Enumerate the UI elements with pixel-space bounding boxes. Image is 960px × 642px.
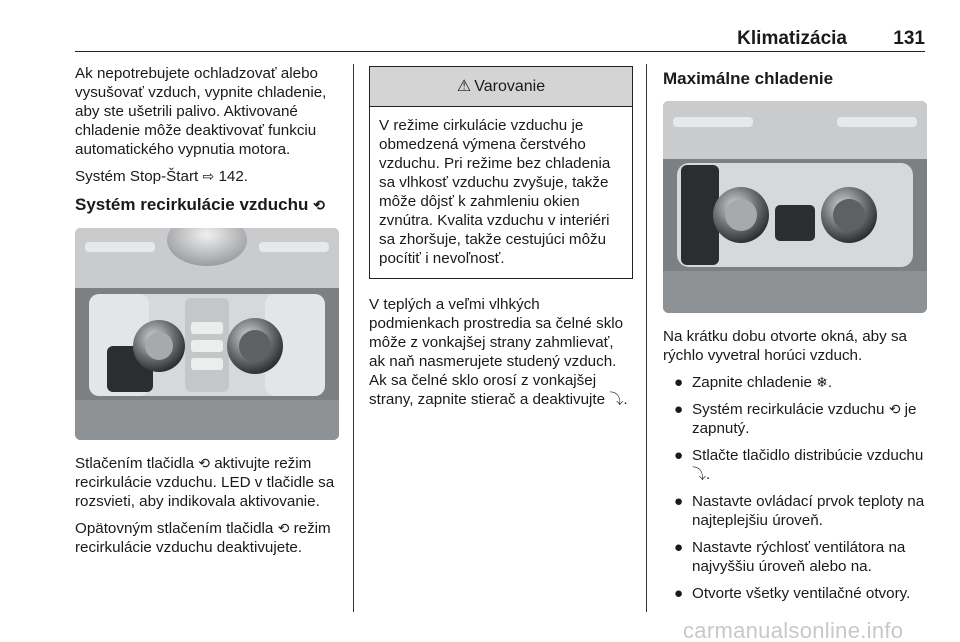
column-right (663, 64, 927, 611)
bullet: ● (674, 447, 684, 464)
page-title: Klimatizácia (737, 28, 847, 49)
windscreen-distribution-icon: ⤵ (692, 466, 706, 482)
recirculation-icon: ⟲ (198, 455, 210, 471)
bullet: ● (674, 401, 684, 418)
ac-snowflake-icon: ❄ (816, 374, 828, 390)
recirculation-icon: ⟲ (277, 520, 290, 536)
column-middle (369, 64, 633, 417)
page-number: 131 (893, 28, 925, 49)
watermark: carmanualsonline.info (683, 618, 904, 642)
warning-text: V režime cirkulácie vzduchu je obmedzená výmena čerstvého vzduchu. Pri režime bez chladenia sa vlhkosť vzduchu zvyšuje, takže môže dôjsť k zahmleniu okien zvnútra. Kvalita vzduchu v interiéri sa zhoršuje, takže cestujúci môžu pocítiť i nevoľnosť. (379, 117, 611, 267)
recirculation-icon: ⟲ (313, 197, 325, 213)
warning-box (369, 66, 633, 279)
column-divider (353, 64, 354, 612)
steps-list (663, 373, 927, 603)
climate-panel-photo-recirculation (75, 228, 339, 440)
list-item: ● Nastavte ovládací prvok teploty na najteplejšiu úroveň. (674, 493, 925, 529)
list-item: ● Systém recirkulácie vzduchu ⟲ je zapnutý. (674, 401, 917, 437)
bullet: ● (674, 374, 684, 391)
list-item: ● Zapnite chladenie ❄. (674, 374, 833, 391)
section-heading: Maximálne chladenie (663, 69, 834, 88)
warning-triangle-icon: ⚠ (456, 78, 472, 95)
paragraph: Na krátku dobu otvorte okná, aby sa rýchlo vyvetral horúci vzduch. (663, 328, 907, 364)
paragraph: Opätovným stlačením tlačidla ⟲ režim recirkulácie vzduchu deaktivujete. (75, 520, 331, 556)
paragraph: Stlačením tlačidla ⟲ aktivujte režim recirkulácie vzduchu. LED v tlačidle sa rozsvieti, aby indikovala aktivovanie. (75, 455, 335, 510)
paragraph: Ak nepotrebujete ochladzovať alebo vysušovať vzduch, vypnite chladenie, aby ste ušetrili palivo. Aktivované chladenie môže deaktivovať funkciu automatického vypnutia motora. (75, 65, 327, 158)
warning-header: ⚠ Varovanie (370, 67, 632, 107)
bullet: ● (674, 493, 684, 510)
column-divider (646, 64, 647, 612)
reference-arrow-icon: ⇨ (202, 168, 215, 184)
windscreen-distribution-icon: ⤵ (609, 391, 624, 407)
climate-panel-photo-max-cooling (663, 101, 927, 313)
bullet: ● (674, 539, 684, 556)
page-header (75, 26, 925, 52)
column-left (75, 64, 343, 565)
list-item: ● Stlačte tlačidlo distribúcie vzduchu ⤵. (674, 447, 924, 483)
section-heading: Systém recirkulácie vzduchu ⟲ (75, 195, 325, 214)
stop-start-reference: Systém Stop-Štart ⇨ 142. (75, 168, 248, 185)
paragraph: V teplých a veľmi vlhkých podmienkach prostredia sa čelné sklo môže z vonkajšej strany zahmlievať, ak naň nasmerujete studený vzduch. Ak sa čelné sklo orosí z vonkajšej strany, zapnite stierač a deaktivujte ⤵. (369, 296, 628, 408)
list-item: ● Otvorte všetky ventilačné otvory. (674, 585, 911, 602)
list-item: ● Nastavte rýchlosť ventilátora na najvyššiu úroveň alebo na. (674, 539, 906, 575)
bullet: ● (674, 585, 684, 602)
recirculation-icon: ⟲ (888, 401, 901, 417)
